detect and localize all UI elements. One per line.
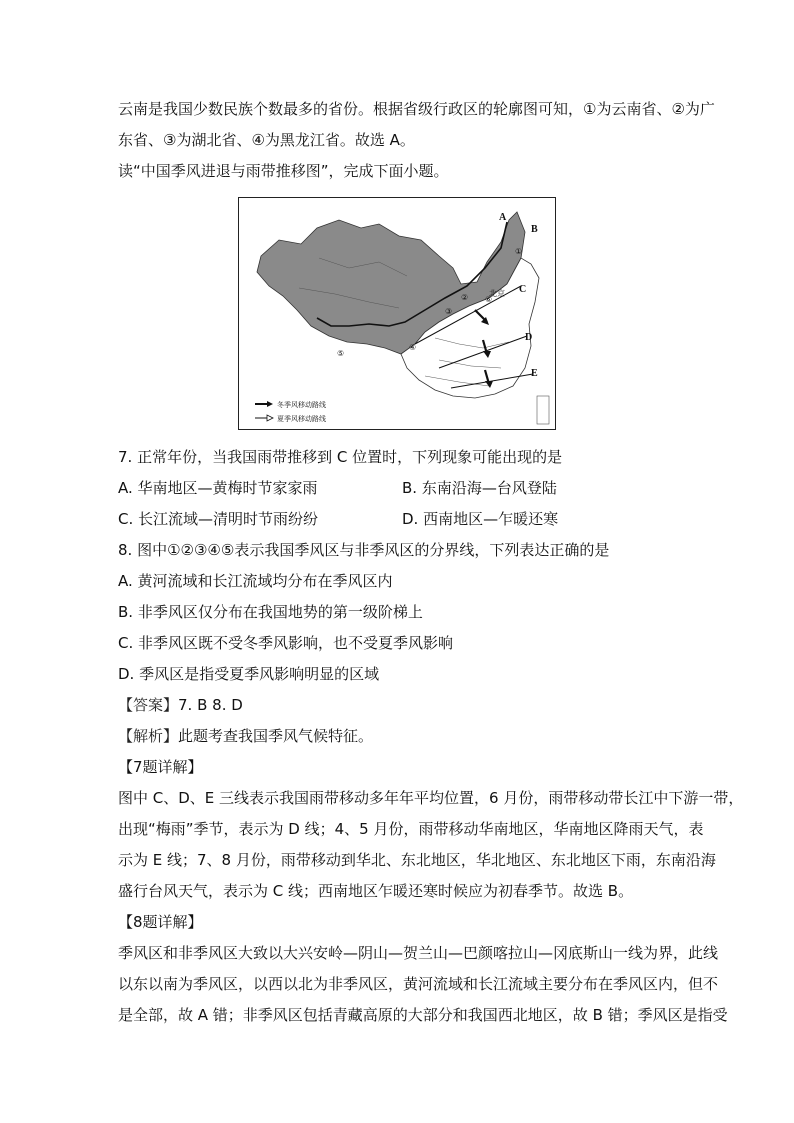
d8-line-1: 季风区和非季风区大致以大兴安岭—阴山—贺兰山—巴颜喀拉山—冈底斯山一线为界，此线 — [118, 944, 719, 962]
d7-title: 【7题详解】 — [118, 758, 203, 776]
q7-option-c: C. 长江流域—清明时节雨纷纷 — [118, 510, 319, 528]
intro-line-1: 云南是我国少数民族个数最多的省份。根据省级行政区的轮廓图可知，①为云南省、②为广 — [118, 100, 715, 118]
label-a: A — [499, 212, 507, 223]
q8-option-c: C. 非季风区既不受冬季风影响，也不受夏季风影响 — [118, 634, 454, 652]
num-3: ③ — [445, 307, 453, 316]
q8-option-a: A. 黄河流域和长江流域均分布在季风区内 — [118, 572, 393, 590]
label-d: D — [525, 332, 533, 343]
d8-title: 【8题详解】 — [118, 913, 203, 931]
d8-line-2: 以东以南为季风区，以西以北为非季风区，黄河流域和长江流域主要分布在季风区内，但不 — [118, 975, 719, 993]
num-5: ⑤ — [337, 349, 345, 358]
q7-option-d: D. 西南地区—乍暖还寒 — [402, 510, 559, 528]
answer-text: 7. B 8. D — [178, 696, 243, 714]
south-china-sea-inset — [537, 396, 549, 424]
answer-line — [118, 694, 243, 716]
q8-option-d: D. 季风区是指受夏季风影响明显的区域 — [118, 665, 380, 683]
label-beijing: 北京 — [489, 289, 505, 298]
q7-option-b: B. 东南沿海—台风登陆 — [402, 479, 557, 497]
analysis-tag: 【解析】 — [118, 727, 179, 745]
q8-option-b: B. 非季风区仅分布在我国地势的第一级阶梯上 — [118, 603, 423, 621]
d8-line-3: 是全部，故 A 错；非季风区包括青藏高原的大部分和我国西北地区，故 B 错；季风区是指受 — [118, 1006, 728, 1024]
label-b: B — [531, 224, 538, 235]
china-map — [239, 198, 555, 429]
num-2: ② — [461, 293, 469, 302]
intro-line-3: 读“中国季风进退与雨带推移图”，完成下面小题。 — [118, 162, 449, 180]
monsoon-map-figure — [238, 197, 556, 430]
d7-line-2: 出现“梅雨”季节，表示为 D 线；4、5 月份，雨带移动华南地区，华南地区降雨天气，表 — [118, 820, 704, 838]
q7-stem: 7. 正常年份，当我国雨带推移到 C 位置时，下列现象可能出现的是 — [118, 448, 563, 466]
q7-option-a: A. 华南地区—黄梅时节家家雨 — [118, 479, 318, 497]
legend-summer: 夏季风移动路线 — [277, 415, 326, 423]
analysis-text: 此题考查我国季风气候特征。 — [178, 727, 374, 745]
q8-stem: 8. 图中①②③④⑤表示我国季风区与非季风区的分界线，下列表达正确的是 — [118, 541, 610, 559]
num-4: ④ — [409, 343, 417, 352]
d7-line-4: 盛行台风天气，表示为 C 线；西南地区乍暖还寒时候应为初春季节。故选 B。 — [118, 882, 634, 900]
legend-winter: 冬季风移动路线 — [277, 401, 326, 409]
d7-line-1: 图中 C、D、E 三线表示我国雨带移动多年年平均位置，6 月份，雨带移动带长江中下游一带， — [118, 789, 744, 807]
num-6: ⑥ — [485, 295, 493, 304]
answer-tag: 【答案】 — [118, 696, 179, 714]
d7-line-3: 示为 E 线；7、8 月份，雨带移动到华北、东北地区，华北地区、东北地区下雨，东南沿海 — [118, 851, 716, 869]
analysis-line — [118, 725, 373, 747]
intro-line-2: 东省、③为湖北省、④为黑龙江省。故选 A。 — [118, 131, 415, 149]
label-e: E — [531, 368, 538, 379]
num-1: ① — [515, 247, 523, 256]
label-c: C — [519, 284, 527, 295]
